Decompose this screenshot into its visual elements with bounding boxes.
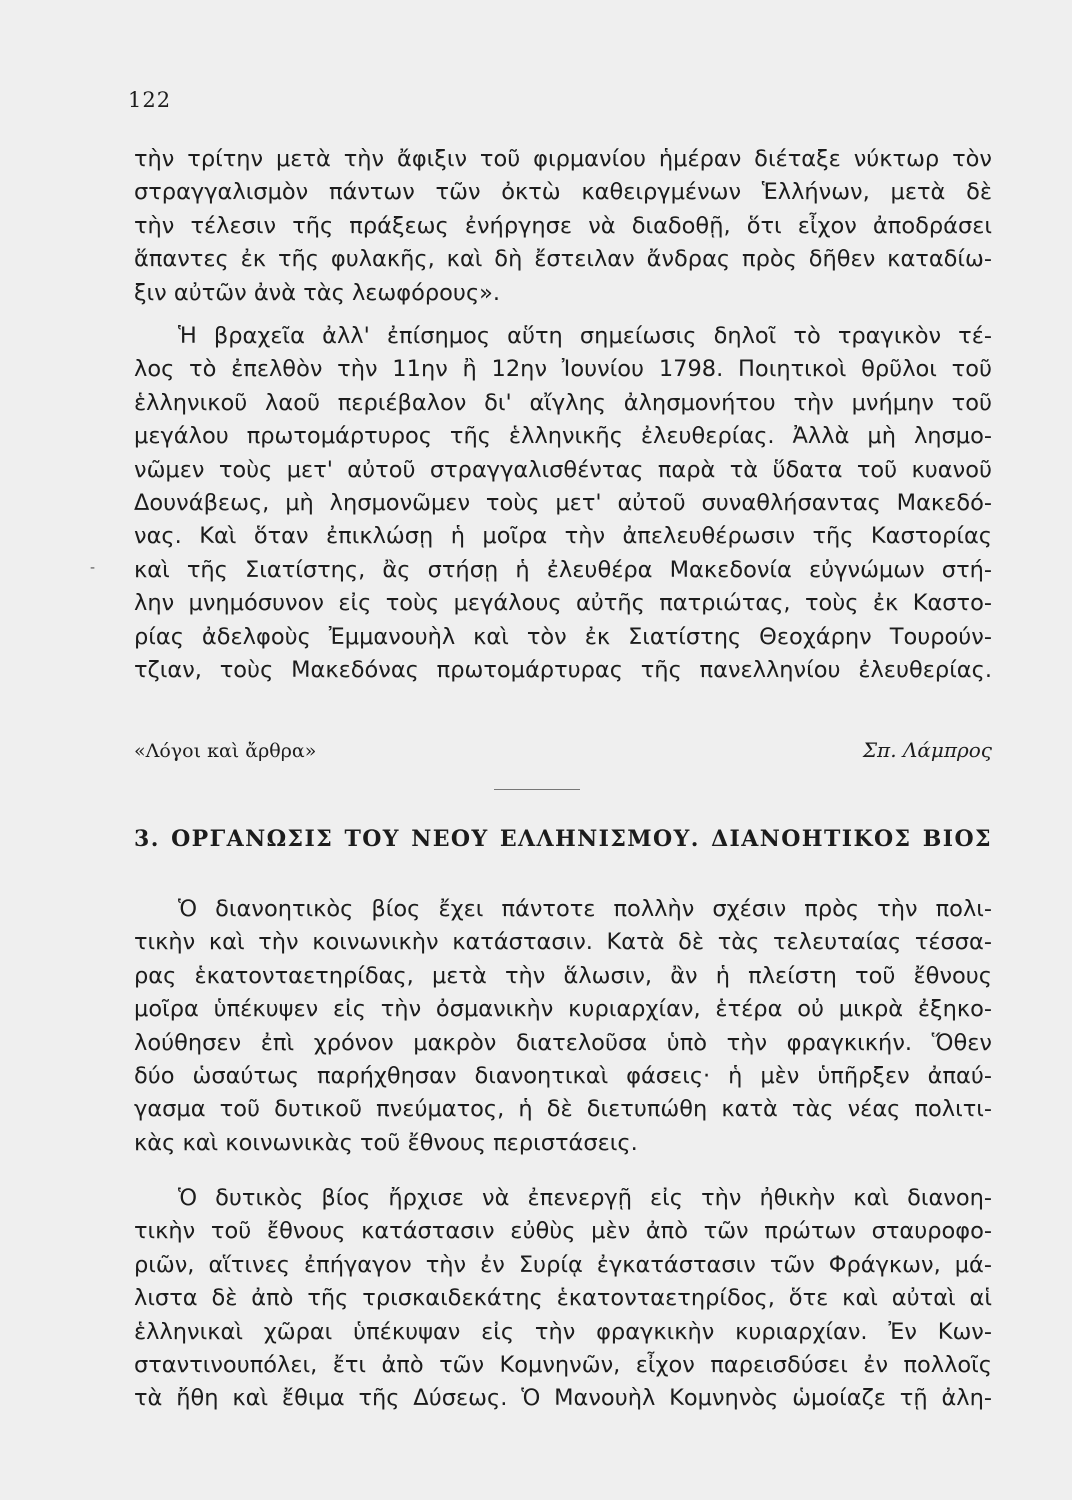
section-title: 3. ΟΡΓΑΝΩΣΙΣ ΤΟΥ ΝΕΟΥ ΕΛΛΗΝΙΣΜΟΥ. ΔΙΑΝΟΗΤΙΚΟΣ ΒΙΟΣ xyxy=(134,826,992,852)
text-line: Ἡ βραχεῖα ἀλλ' ἐπίσημος αὕτη σημείωσις δηλοῖ τὸ τραγικὸν τέ- xyxy=(178,323,992,349)
text-line: ρίας ἀδελφοὺς Ἐμμανουὴλ καὶ τὸν ἐκ Σιατίστης Θεοχάρην Τουρούν- xyxy=(134,623,992,650)
text-line: κὰς καὶ κοινωνικὰς τοῦ ἔθνους περιστάσεις. xyxy=(134,1129,638,1156)
paragraph-western-life xyxy=(134,1182,992,1416)
text-line: Δουνάβεως, μὴ λησμονῶμεν τοὺς μετ' αὐτοῦ συναθλήσαντας Μακεδό- xyxy=(134,490,992,517)
text-line: νῶμεν τοὺς μετ' αὐτοῦ στραγγαλισθέντας παρὰ τὰ ὕδατα τοῦ κυανοῦ xyxy=(134,456,992,483)
text-line: τικὴν καὶ τὴν κοινωνικὴν κατάστασιν. Κατὰ δὲ τὰς τελευταίας τέσσα- xyxy=(134,929,992,956)
text-line: Ὁ δυτικὸς βίος ἤρχισε νὰ ἐπενεργῇ εἰς τὴν ἠθικὴν καὶ διανοη- xyxy=(178,1185,992,1211)
text-line: ἅπαντες ἐκ τῆς φυλακῆς, καὶ δὴ ἔστειλαν ἄνδρας πρὸς δῆθεν καταδίω- xyxy=(134,246,992,273)
text-line: καὶ τῆς Σιατίστης, ἂς στήσῃ ἡ ἐλευθέρα Μακεδονία εὐγνώμων στή- xyxy=(134,556,992,583)
text-line: τζιαν, τοὺς Μακεδόνας πρωτομάρτυρας τῆς πανελληνίου ἐλευθερίας. xyxy=(134,657,992,684)
text-line: λος τὸ ἐπελθὸν τὴν 11ην ἢ 12ην Ἰουνίου 1798. Ποιητικοὶ θρῦλοι τοῦ xyxy=(134,356,992,383)
margin-mark: - xyxy=(90,560,96,576)
text-line: ἑλληνικαὶ χῶραι ὑπέκυψαν εἰς τὴν φραγκικὴν κυριαρχίαν. Ἐν Κων- xyxy=(134,1318,992,1345)
text-line: ἑλληνικοῦ λαοῦ περιέβαλον δι' αἴγλης ἀλησμονήτου τὴν μνήμην τοῦ xyxy=(134,389,992,416)
text-line: ξιν αὐτῶν ἀνὰ τὰς λεωφόρους». xyxy=(134,279,501,306)
text-line: στραγγαλισμὸν πάντων τῶν ὀκτὼ καθειργμένων Ἑλλήνων, μετὰ δὲ xyxy=(134,179,992,206)
section-divider xyxy=(494,789,580,790)
text-line: λούθησεν ἐπὶ χρόνον μακρὸν διατελοῦσα ὑπὸ τὴν φραγκικήν. Ὅθεν xyxy=(134,1029,992,1056)
text-line: τικὴν τοῦ ἔθνους κατάστασιν εὐθὺς μὲν ἀπὸ τῶν πρώτων σταυροφο- xyxy=(134,1218,992,1245)
text-line: δύο ὡσαύτως παρήχθησαν διανοητικαὶ φάσεις· ἡ μὲν ὑπῆρξεν ἀπαύ- xyxy=(134,1063,992,1090)
text-line: τὴν τρίτην μετὰ τὴν ἄφιξιν τοῦ φιρμανίου ἡμέραν διέταξε νύκτωρ τὸν xyxy=(134,146,992,172)
text-line: ριῶν, αἵτινες ἐπήγαγον τὴν ἐν Συρίᾳ ἐγκατάστασιν τῶν Φράγκων, μά- xyxy=(134,1251,992,1278)
text-line: ρας ἑκατονταετηρίδας, μετὰ τὴν ἅλωσιν, ἂν ἡ πλείστη τοῦ ἔθνους xyxy=(134,962,992,989)
paragraph-lampros xyxy=(134,320,992,687)
text-line: τὰ ἤθη καὶ ἔθιμα τῆς Δύσεως. Ὁ Μανουὴλ Κομνηνὸς ὡμοίαζε τῇ ἀλη- xyxy=(134,1385,992,1412)
text-line: μοῖρα ὑπέκυψεν εἰς τὴν ὀσμανικὴν κυριαρχίαν, ἑτέρα οὐ μικρὰ ἐξηκο- xyxy=(134,996,992,1023)
text-line: Ὁ διανοητικὸς βίος ἔχει πάντοτε πολλὴν σχέσιν πρὸς τὴν πολι- xyxy=(178,896,992,922)
citation-source: «Λόγοι καὶ ἄρθρα» xyxy=(134,740,317,762)
text-line: μεγάλου πρωτομάρτυρος τῆς ἑλληνικῆς ἐλευθερίας. Ἀλλὰ μὴ λησμο- xyxy=(134,423,992,450)
text-line: νας. Καὶ ὅταν ἐπικλώσῃ ἡ μοῖρα τὴν ἀπελευθέρωσιν τῆς Καστορίας xyxy=(134,523,992,550)
paragraph-intellectual-life xyxy=(134,893,992,1160)
text-line: λην μνημόσυνον εἰς τοὺς μεγάλους αὐτῆς πατριώτας, τοὺς ἐκ Καστο- xyxy=(134,590,992,617)
text-line: τὴν τέλεσιν τῆς πράξεως ἐνήργησε νὰ διαδοθῇ, ὅτι εἶχον ἀποδράσει xyxy=(134,212,992,239)
citation-author: Σπ. Λάμπρος xyxy=(862,738,992,762)
text-line: σταντινουπόλει, ἔτι ἀπὸ τῶν Κομνηνῶν, εἶχον παρεισδύσει ἐν πολλοῖς xyxy=(134,1352,992,1379)
text-line: γασμα τοῦ δυτικοῦ πνεύματος, ἡ δὲ διετυπώθη κατὰ τὰς νέας πολιτι- xyxy=(134,1096,992,1123)
page-number: 122 xyxy=(128,88,172,112)
text-line: λιστα δὲ ἀπὸ τῆς τρισκαιδεκάτης ἑκατονταετηρίδος, ὅτε καὶ αὐταὶ αἱ xyxy=(134,1285,992,1312)
citation xyxy=(134,738,992,762)
paragraph-continuation xyxy=(134,143,992,310)
